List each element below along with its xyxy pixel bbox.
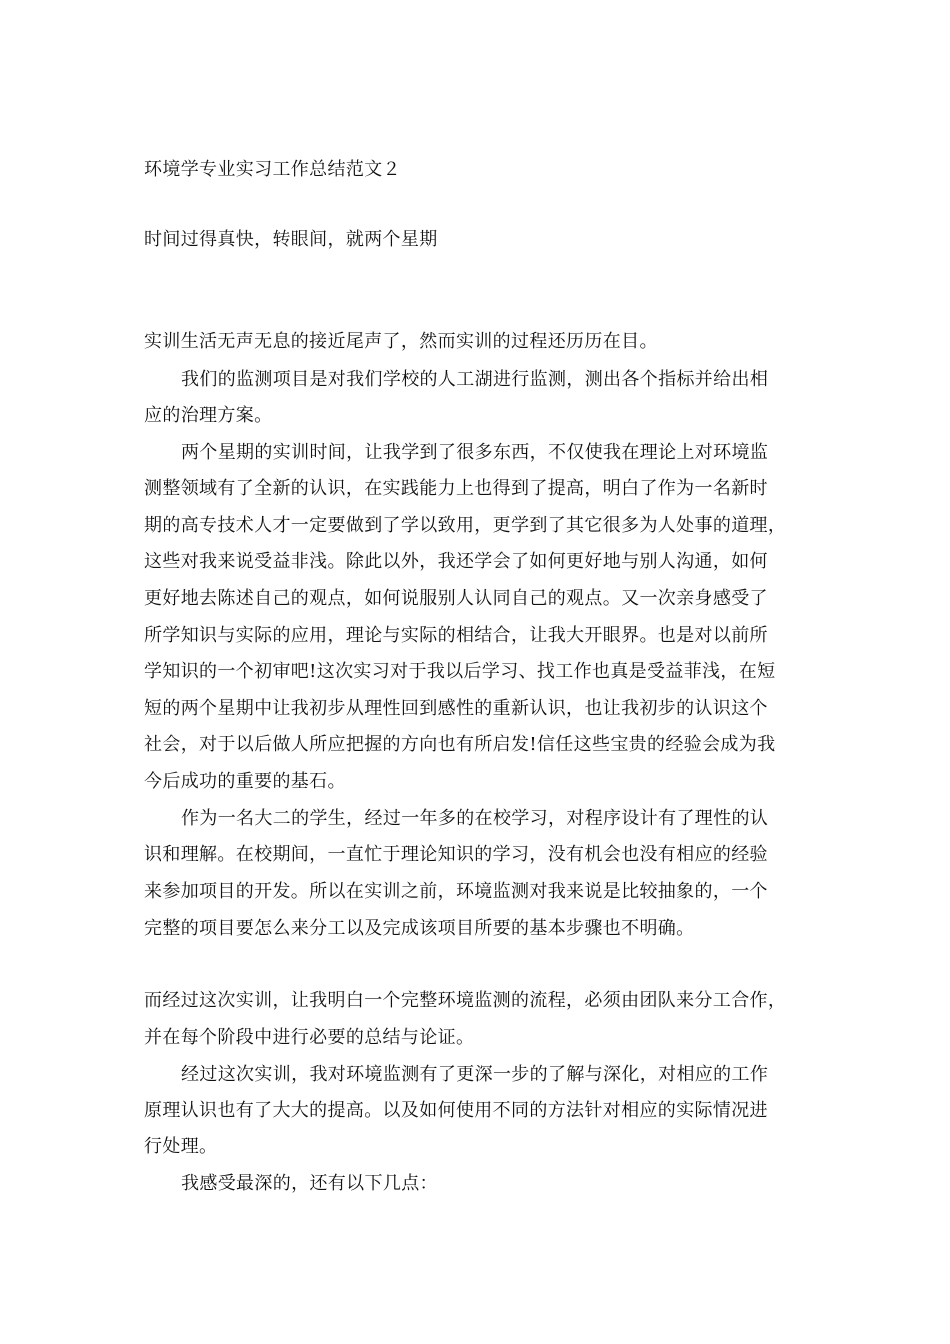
paragraph-line: 我们的监测项目是对我们学校的人工湖进行监测，测出各个指标并给出相 bbox=[181, 369, 769, 390]
paragraph-line: 经过这次实训，我对环境监测有了更深一步的了解与深化，对相应的工作 bbox=[181, 1064, 769, 1085]
paragraph-line: 两个星期的实训时间，让我学到了很多东西，不仅使我在理论上对环境监 bbox=[181, 442, 769, 463]
paragraph-line: 更好地去陈述自己的观点，如何说服别人认同自己的观点。又一次亲身感受了 bbox=[144, 588, 768, 609]
paragraph-line: 学知识的一个初审吧!这次实习对于我以后学习、找工作也真是受益菲浅，在短 bbox=[144, 661, 776, 682]
paragraph-line: 并在每个阶段中进行必要的总结与论证。 bbox=[144, 1027, 475, 1048]
paragraph-line: 作为一名大二的学生，经过一年多的在校学习，对程序设计有了理性的认 bbox=[181, 808, 769, 829]
document-title: 环境学专业实习工作总结范文２ bbox=[144, 159, 401, 180]
document-subtitle: 时间过得真快，转眼间，就两个星期 bbox=[144, 229, 438, 250]
paragraph-line: 而经过这次实训，让我明白一个完整环境监测的流程，必须由团队来分工合作， bbox=[144, 990, 787, 1011]
paragraph-line: 完整的项目要怎么来分工以及完成该项目所要的基本步骤也不明确。 bbox=[144, 918, 695, 939]
paragraph-line: 今后成功的重要的基石。 bbox=[144, 771, 346, 792]
paragraph-line: 测整领域有了全新的认识，在实践能力上也得到了提高，明白了作为一名新时 bbox=[144, 478, 768, 499]
paragraph-line: 识和理解。在校期间，一直忙于理论知识的学习，没有机会也没有相应的经验 bbox=[144, 844, 768, 865]
paragraph-line: 实训生活无声无息的接近尾声了，然而实训的过程还历历在目。 bbox=[144, 331, 658, 352]
paragraph-line: 这些对我来说受益非浅。除此以外，我还学会了如何更好地与别人沟通，如何 bbox=[144, 551, 768, 572]
paragraph-line: 行处理。 bbox=[144, 1136, 218, 1157]
paragraph-line: 原理认识也有了大大的提高。以及如何使用不同的方法针对相应的实际情况进 bbox=[144, 1100, 768, 1121]
paragraph-line: 我感受最深的，还有以下几点： bbox=[181, 1173, 438, 1194]
paragraph-line: 期的高专技术人才一定要做到了学以致用，更学到了其它很多为人处事的道理， bbox=[144, 515, 787, 536]
paragraph-line: 来参加项目的开发。所以在实训之前，环境监测对我来说是比较抽象的，一个 bbox=[144, 881, 768, 902]
paragraph-line: 所学知识与实际的应用，理论与实际的相结合，让我大开眼界。也是对以前所 bbox=[144, 625, 768, 646]
paragraph-line: 应的治理方案。 bbox=[144, 405, 273, 426]
paragraph-line: 短的两个星期中让我初步从理性回到感性的重新认识，也让我初步的认识这个 bbox=[144, 698, 768, 719]
paragraph-line: 社会，对于以后做人所应把握的方向也有所启发!信任这些宝贵的经验会成为我 bbox=[144, 734, 776, 755]
